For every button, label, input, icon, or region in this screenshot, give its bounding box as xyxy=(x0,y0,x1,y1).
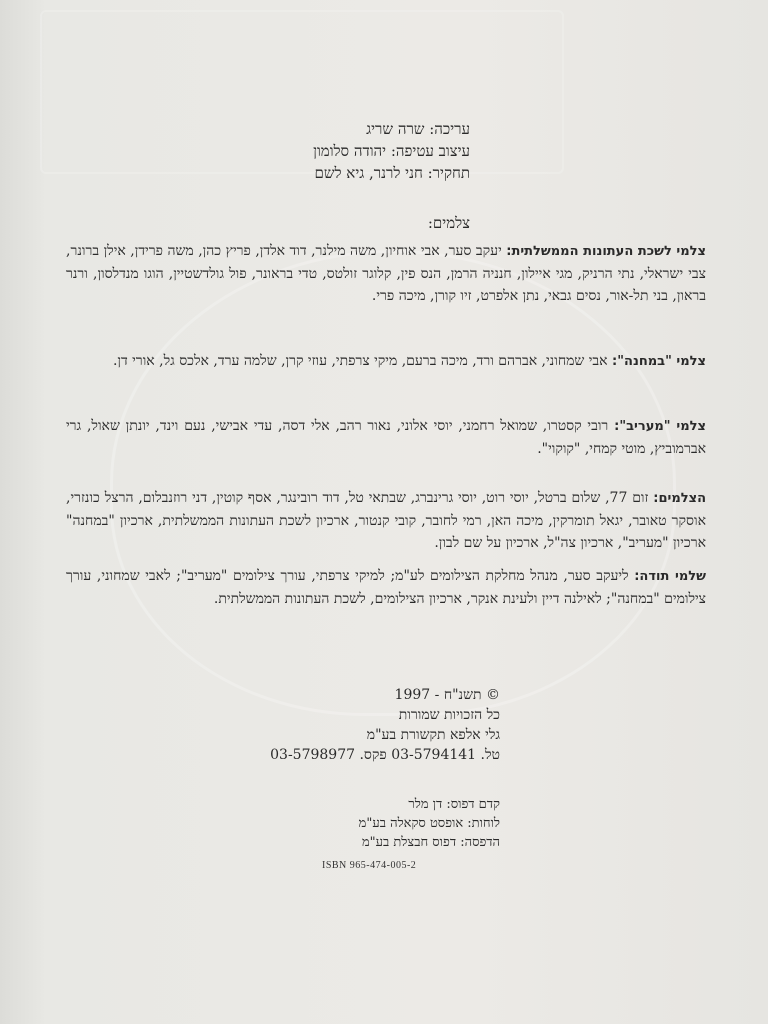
maariv-label: צלמי "מעריב": xyxy=(614,419,707,434)
print-credit: הדפסה: דפוס חבצלת בע"מ xyxy=(361,835,500,850)
printing-credits xyxy=(200,795,500,852)
editing-credit: עריכה: שרה שריג xyxy=(366,120,470,138)
plates-credit: לוחות: אופסט סקאלה בע"מ xyxy=(358,816,500,831)
gpo-names: יעקב סער, אבי אוחיון, משה מילנר, דוד אלדן, פריץ כהן, משה פרידן, אילן ברונר, צבי ישראלי, נתי הרניק, מגי איילון, חנניה הרמן, הנס פין, קלוגר זולטס, טדי בראונר, פול גולדשטיין, הוגו מנדלסון, ורנר בראון, בני תל-אור, נסים גבאי, נתן אלפרט, זיו קורן, מיכה פרי. xyxy=(66,243,706,304)
bamahane-label: צלמי "במחנה": xyxy=(612,354,706,369)
isbn-number: ISBN 965-474-005-2 xyxy=(322,860,417,871)
copyright-year: תשנ"ח - 1997 xyxy=(394,687,482,703)
photos-label: הצלמים: xyxy=(653,491,707,506)
research-credit: תחקיר: חני לרנר, גיא לשם xyxy=(314,164,470,182)
gpo-label: צלמי לשכת העתונות הממשלתית: xyxy=(506,244,707,259)
gpo-photographers xyxy=(66,240,706,307)
publisher-contact: טל. 03-5794141 פקס. 03-5798977 xyxy=(270,747,500,763)
copyright-block xyxy=(200,685,500,765)
prepress-credit: קדם דפוס: דן מלר xyxy=(408,797,500,812)
publisher-name: גלי אלפא תקשורת בע"מ xyxy=(366,727,500,743)
editorial-credits xyxy=(170,118,470,184)
bamahane-photographers xyxy=(66,350,706,373)
maariv-names: רובי קסטרו, שמואל רחמני, יוסי אלוני, נאור רהב, אלי דסה, עדי אבישי, נעם וינד, יונתן שאול, גרי אברמוביץ, מוטי קמחי, "קוקוי". xyxy=(66,418,706,457)
photos-names: זום 77, שלום ברטל, יוסי רוט, יוסי גרינברג, שבתאי טל, דוד רובינגר, אסף קוטין, דני רוזנבלום, הרצל כונזרי, אוסקר טאובר, יגאל תומרקין, מיכה האן, רמי לחובר, קובי קנטור, ארכיון לשכת העתונות הממשלתית, ארכיון "במחנה" ארכיון "מעריב", ארכיון צה"ל, ארכיון על שם לבון. xyxy=(66,490,706,551)
rights-reserved: כל הזכויות שמורות xyxy=(398,707,500,723)
background-illustration xyxy=(110,250,676,716)
maariv-photographers xyxy=(66,415,706,460)
copyright-symbol: © xyxy=(486,687,500,703)
other-photographers xyxy=(66,487,706,554)
bamahane-names: אבי שמחוני, אברהם ורד, מיכה ברעם, מיקי צרפתי, עוזי קרן, שלמה ערד, אלכס גל, אורי דן. xyxy=(112,353,608,369)
thanks-label: שלמי תודה: xyxy=(634,569,706,584)
photographers-heading: צלמים: xyxy=(427,214,470,232)
acknowledgements xyxy=(66,565,706,610)
cover-design-credit: עיצוב עטיפה: יהודה סלומון xyxy=(313,142,470,160)
copyright-year-line xyxy=(200,685,500,705)
thanks-names: ליעקב סער, מנהל מחלקת הצילומים לע"מ; למיקי צרפתי, עורך צילומים "מעריב"; לאבי שמחוני, עורך צילומים "במחנה"; לאילנה דיין ולעינת אנקר, ארכיון הצילומים, לשכת העתונות הממשלתית. xyxy=(66,568,706,607)
